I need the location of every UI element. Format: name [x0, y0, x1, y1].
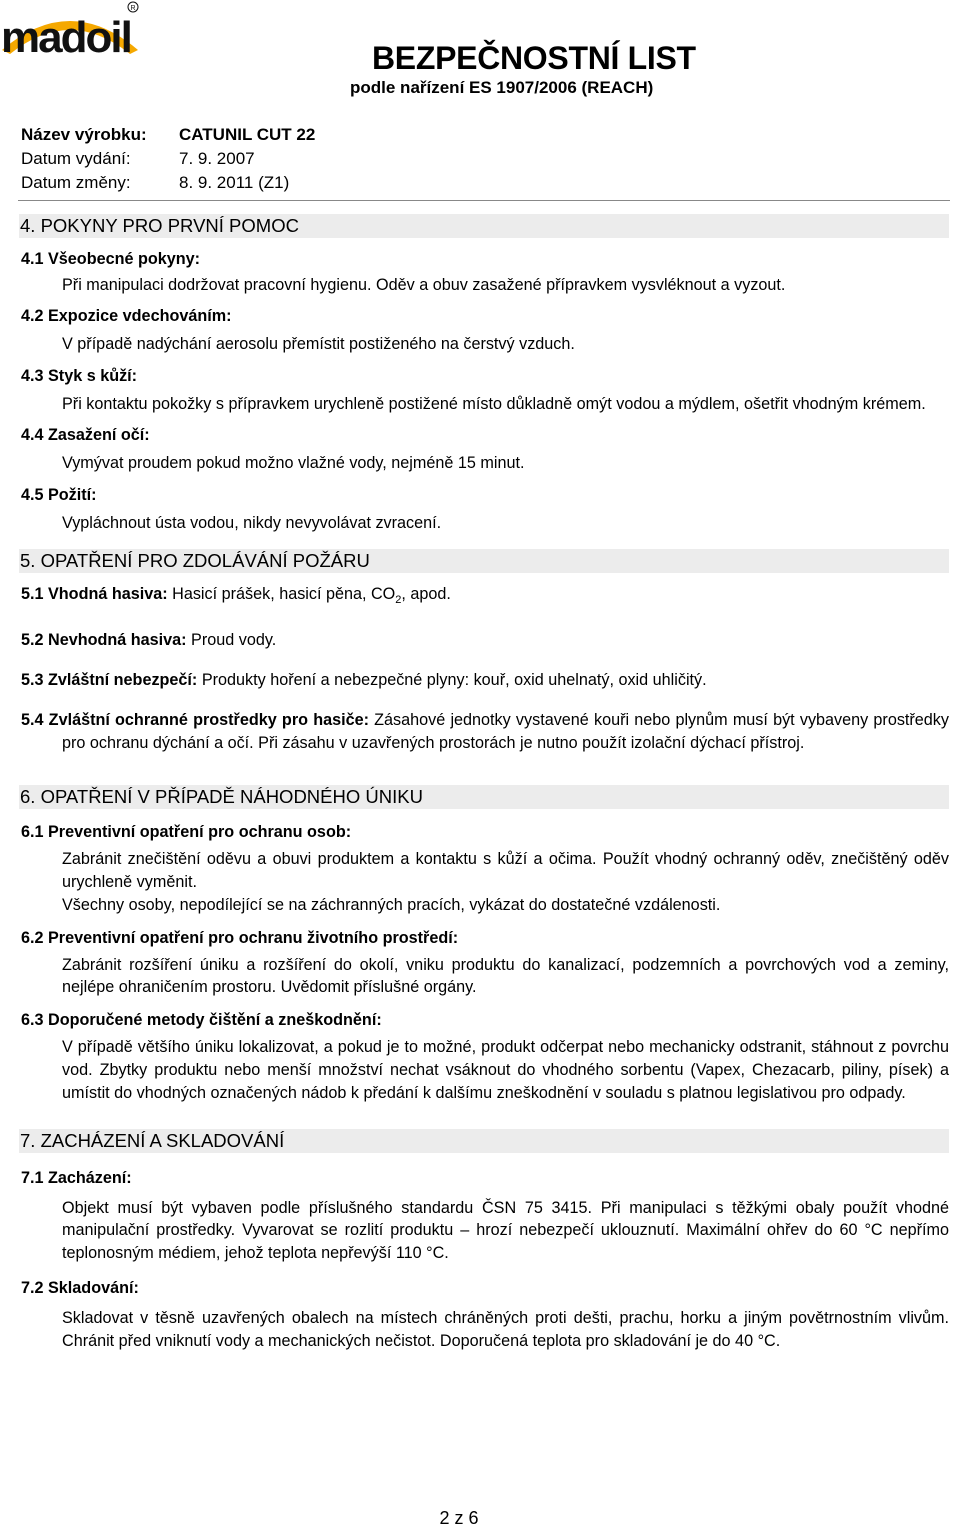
- section-5-3-title: 5.3 Zvláštní nebezpečí:: [21, 671, 198, 690]
- issue-date-value: 7. 9. 2007: [179, 149, 255, 168]
- madoil-logo: [0, 0, 140, 72]
- product-name-row: [21, 123, 315, 147]
- section-7-1-title: 7.1 Zacházení:: [21, 1168, 132, 1187]
- section-6-1-text: Zabránit znečištění oděvu a obuvi produktem a kontaktu s kůží a očima. Použít vhodný ochranný oděv, znečištěný oděv urychleně vyměnit.: [62, 850, 949, 892]
- document-title: BEZPEČNOSTNÍ LIST: [372, 40, 696, 76]
- section-6-1-text-2: Všechny osoby, nepodílející se na záchranných pracích, vykázat do dostatečné vzdálenosti.: [62, 895, 721, 914]
- section-6-2-title: 6.2 Preventivní opatření pro ochranu životního prostředí:: [21, 928, 459, 947]
- document-subtitle: podle nařízení ES 1907/2006 (REACH): [350, 78, 654, 97]
- svg-text:R: R: [130, 5, 136, 12]
- section-7-2-title: 7.2 Skladování:: [21, 1278, 139, 1297]
- section-6-3-title: 6.3 Doporučené metody čištění a zneškodnění:: [21, 1011, 382, 1030]
- change-date-value: 8. 9. 2011 (Z1): [179, 173, 290, 192]
- issue-date-row: [21, 147, 315, 171]
- section-5-2: [21, 629, 949, 651]
- section-5-3-text: Produkty hoření a nebezpečné plyny: kouř, oxid uhelnatý, oxid uhličitý.: [197, 671, 707, 690]
- document-body: [21, 210, 949, 1353]
- product-name-label: Název výrobku:: [21, 125, 147, 144]
- section-4-1-text: Při manipulaci dodržovat pracovní hygienu. Oděv a obuv zasažené přípravkem vysvléknout a vyzout.: [62, 276, 786, 294]
- section-5-1-title: 5.1 Vhodná hasiva:: [21, 584, 168, 603]
- issue-date-label: Datum vydání:: [21, 149, 131, 168]
- section-5-1-text: Hasicí prášek, hasicí pěna, $CO_2$, apod.: [167, 584, 451, 607]
- section-6-2-text: Zabránit rozšíření úniku a rozšíření do okolí, vniku produktu do kanalizací, podzemních a povrchových vod a zeminy, nejlépe ohraničením prostoru. Uvědomit příslušné orgány.: [62, 955, 949, 997]
- section-5-4-text: Zásahové jednotky vystavené kouři nebo plynům musí být vybaveny prostředky pro ochranu dýchání a očí. Při zásahu v uzavřených prostorách je nutno použít izolační dýchací přístroj.: [62, 711, 949, 753]
- section-4-4-text: Vymývat proudem pokud možno vlažné vody, nejméně 15 minut.: [62, 454, 525, 473]
- section-5-4: [21, 709, 949, 755]
- product-name-value: CATUNIL CUT 22: [179, 125, 316, 144]
- section-4-1-title: 4.1 Všeobecné pokyny:: [21, 250, 201, 268]
- header-divider: [18, 200, 950, 201]
- section-7-2-text: Skladovat v těsně uzavřených obalech na místech chráněných proti dešti, prachu, horku a jiným povětrnostním vlivům. Chránit před vniknutí vody a mechanických nečistot. Doporučená teplota pro skladování je do 40 °C.: [62, 1308, 949, 1350]
- section-6-heading: 6. OPATŘENÍ V PŘÍPADĚ NÁHODNÉHO ÚNIKU: [19, 785, 949, 809]
- section-4-4-title: 4.4 Zasažení očí:: [21, 426, 150, 445]
- section-6-3-text: V případě většího úniku lokalizovat, a pokud je to možné, produkt odčerpat nebo mechanicky odstranit, stáhnout z povrchu vod. Zbytky produktu nebo menší množství nechat vsáknout do vhodného sorbentu (Vapex, Chezacarb, piliny, písek) a umístit do vhodných označených nádob k předání k dalšímu zneškodnění v souladu s platnou legislativou pro odpady.: [62, 1038, 949, 1102]
- section-6-1-title: 6.1 Preventivní opatření pro ochranu osob:: [21, 823, 352, 842]
- section-5-4-title: 5.4 Zvláštní ochranné prostředky pro hasiče:: [21, 711, 369, 730]
- section-4-heading: 4. POKYNY PRO PRVNÍ POMOC: [19, 214, 949, 238]
- section-5-1: [21, 583, 949, 611]
- section-7-1-text: Objekt musí být vybaven podle příslušného standardu ČSN 75 3415. Při manipulaci s těžkými obaly použít vhodné manipulační prostředky. Vyvarovat se rozlití produktu – hrozí nebezpečí uklouznutí. Maximální ohřev do 60 °C nepřímo teplonosným médiem, jehož teplota nepřevýší 110 °C.: [62, 1198, 949, 1263]
- brand-wordmark: madoil: [1, 13, 131, 62]
- section-4-3-text: Při kontaktu pokožky s přípravkem urychleně postižené místo důkladně omýt vodou a mýdlem, ošetřit vhodným krémem.: [62, 394, 926, 413]
- section-4-2-title: 4.2 Expozice vdechováním:: [21, 306, 232, 325]
- section-4-5-text: Vypláchnout ústa vodou, nikdy nevyvolávat zvracení.: [62, 514, 442, 533]
- section-5-3: [21, 669, 949, 691]
- section-5-2-text: Proud vody.: [186, 631, 277, 650]
- section-4-5-title: 4.5 Požití:: [21, 486, 97, 505]
- change-date-row: [21, 171, 315, 195]
- section-7-heading: 7. ZACHÁZENÍ A SKLADOVÁNÍ: [19, 1129, 949, 1153]
- page-number: 2 z 6: [439, 1508, 479, 1528]
- section-4-2-text: V případě nadýchání aerosolu přemístit postiženého na čerstvý vzduch.: [62, 334, 575, 353]
- section-5-2-title: 5.2 Nevhodná hasiva:: [21, 631, 187, 650]
- page-footer: [0, 1508, 960, 1529]
- product-meta: [21, 123, 315, 195]
- change-date-label: Datum změny:: [21, 173, 131, 192]
- section-5-heading: 5. OPATŘENÍ PRO ZDOLÁVÁNÍ POŽÁRU: [19, 549, 949, 573]
- section-4-3-title: 4.3 Styk s kůží:: [21, 366, 138, 385]
